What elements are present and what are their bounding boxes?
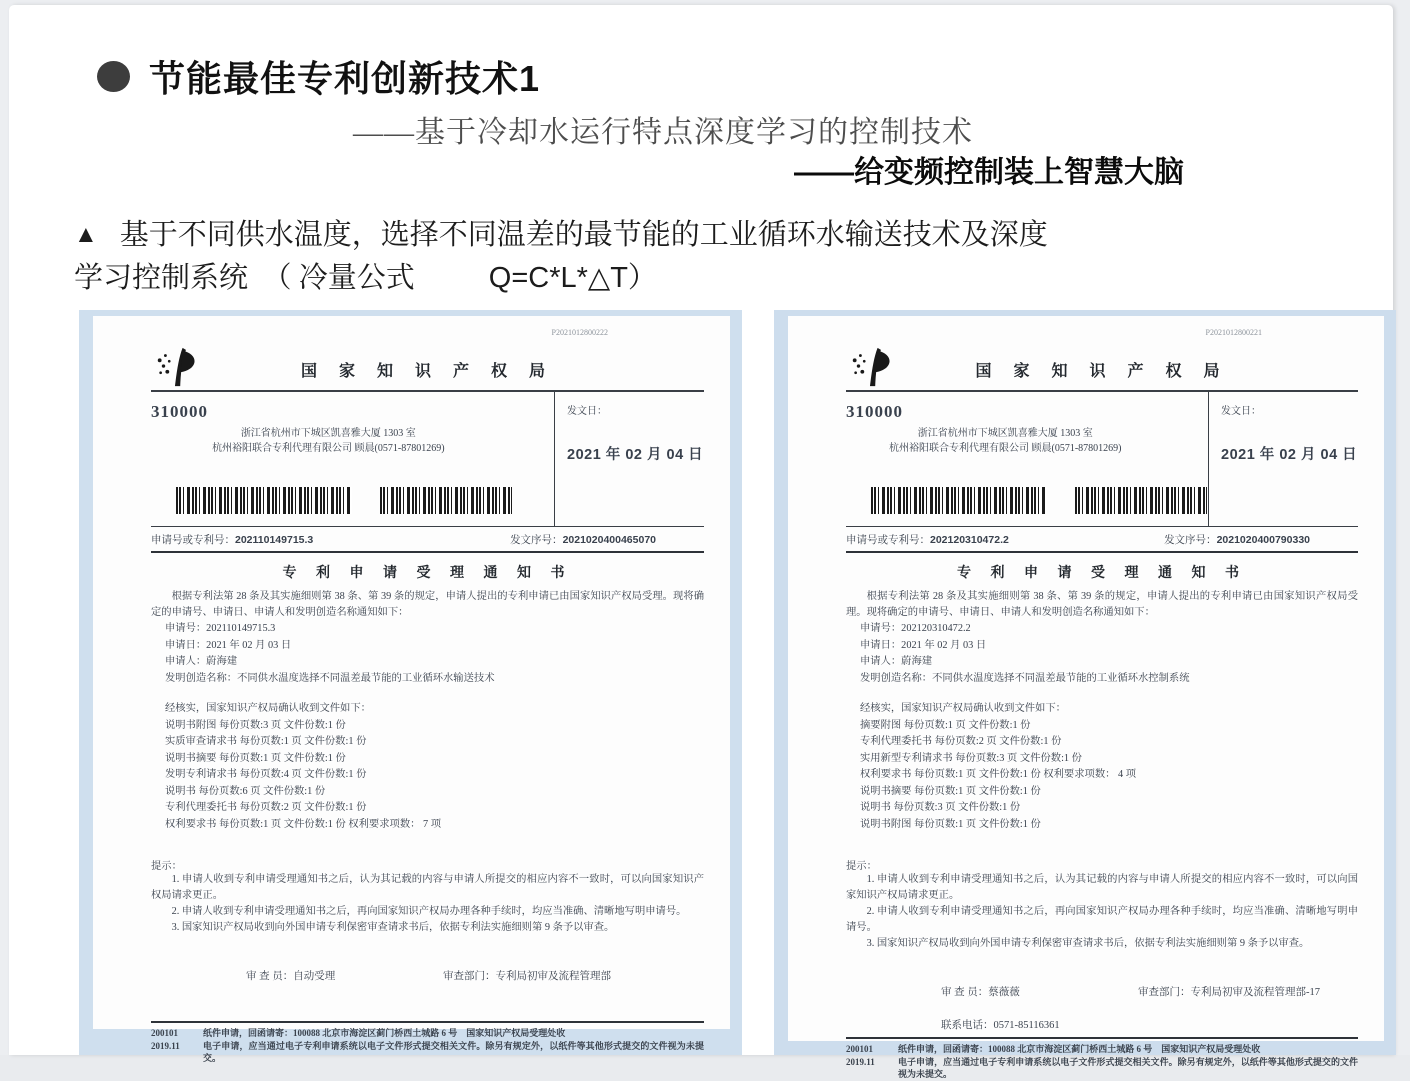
description-line1 — [74, 215, 1344, 258]
field-invention: 发明创造名称：不同供水温度选择不同温差最节能的工业循环水输送技术 — [165, 672, 495, 684]
barcode — [871, 487, 1047, 514]
field-date: 申请日：2021 年 02 月 03 日 — [860, 639, 987, 651]
serial-number: 发文序号：2021020400790330 — [1164, 533, 1310, 546]
tips-title: 提示： — [846, 861, 877, 872]
contact-phone — [246, 1001, 704, 1015]
field-applicant: 申请人：蔚海建 — [165, 656, 238, 667]
header-table — [151, 390, 704, 527]
subtitle-line1: ——基于冷却水运行特点深度学习的控制技术 — [353, 116, 973, 149]
notice-title: 专 利 申 请 受 理 通 知 书 — [957, 566, 1247, 581]
issue-date-cell — [554, 392, 704, 526]
department: 审查部门：专利局初审及流程管理部 — [443, 971, 611, 982]
addressee-cell — [151, 392, 554, 526]
file-line: 专利代理委托书 每份页数:2 页 文件份数:1 份 — [860, 736, 1062, 747]
tip-line: 3. 国家知识产权局收到向外国申请专利保密审查请求书后，依据专利法实施细则第 9 条予以审查。 — [866, 938, 1310, 949]
footer-text: 纸件申请，回函请寄：100088 北京市海淀区蓟门桥西土城路 6 号 国家知识产权局受理处收 电子申请，应当通过电子专利申请系统以电子文件形式提交相关文件。除另有规定外，以纸件等其他形式提交的文件视为未提交。 — [203, 1028, 704, 1063]
description-text2: 学习控制系统 （ 冷量公式 — [74, 262, 415, 294]
addressee-cell — [846, 392, 1208, 526]
file-line: 实用新型专利请求书 每份页数:3 页 文件份数:1 份 — [860, 752, 1082, 764]
file-line: 权利要求书 每份页数:1 页 文件份数:1 份 权利要求项数： 4 项 — [860, 769, 1137, 780]
issue-date-cell — [1208, 392, 1358, 526]
serial-number: 发文序号：2021020400465070 — [510, 533, 656, 546]
address-line1: 浙江省杭州市下城区凯喜雅大厦 1303 室 — [240, 428, 416, 439]
file-line: 实质审查请求书 每份页数:1 页 文件份数:1 份 — [165, 736, 367, 747]
issue-date-label: 发文日： — [567, 406, 607, 417]
barcodes — [176, 487, 554, 514]
issue-date-value: 2021 年 02 月 04 日 — [1221, 447, 1358, 463]
issue-date-label: 发文日： — [1221, 406, 1261, 417]
field-applicant: 申请人：蔚海建 — [860, 656, 933, 667]
description-text1: 基于不同供水温度，选择不同温差的最节能的工业循环水输送技术及深度 — [119, 219, 1048, 251]
file-line: 摘要附图 每份页数:1 页 文件份数:1 份 — [860, 719, 1031, 731]
office-name: 国 家 知 识 产 权 局 — [300, 363, 554, 380]
signature-row — [846, 984, 1358, 1001]
file-line: 说明书摘要 每份页数:1 页 文件份数:1 份 — [165, 752, 346, 764]
slide — [9, 5, 1393, 1079]
file-line: 说明书摘要 每份页数:1 页 文件份数:1 份 — [860, 785, 1041, 797]
footer-text: 纸件申请，回函请寄：100088 北京市海淀区蓟门桥西土城路 6 号 国家知识产权局受理处收 电子申请，应当通过电子专利申请系统以电子文件形式提交相关文件。除另有规定外，以纸件等其他形式提交的文件视为未提交。 — [898, 1044, 1358, 1079]
tip-line: 3. 国家知识产权局收到向外国申请专利保密审查请求书后，依据专利法实施细则第 9 条予以审查。 — [171, 922, 615, 933]
confirm-line: 经核实，国家知识产权局确认收到文件如下： — [165, 703, 371, 714]
address-line2: 杭州裕阳联合专利代理有限公司 顾晨(0571-87801269) — [889, 443, 1122, 454]
patent-notice-right-page — [788, 316, 1384, 1079]
tip-line: 1. 申请人收到专利申请受理通知书之后，认为其记载的内容与申请人所提交的相应内容不一致时，可以向国家知识产权局请求更正。 — [846, 874, 1358, 901]
patent-notice-right — [774, 310, 1396, 1079]
examiner: 审 查 员：蔡薇薇 — [941, 987, 1020, 998]
footer-codes: 200101 2019.11 — [151, 1028, 180, 1051]
patent-notice-left-page — [93, 316, 730, 1063]
patent-notice-left — [79, 310, 742, 1063]
header-table — [846, 390, 1358, 527]
subtitle-line2: ——给变频控制装上智慧大脑 — [794, 156, 1184, 189]
file-line: 专利代理委托书 每份页数:2 页 文件份数:1 份 — [165, 802, 367, 813]
field-appno: 申请号：202110149715.3 — [165, 623, 276, 634]
contact-phone: 联系电话：0571-85116361 — [941, 1020, 1060, 1031]
ref-code: P2021012800221 — [1205, 328, 1262, 337]
address-line2: 杭州裕阳联合专利代理有限公司 顾晨(0571-87801269) — [212, 443, 445, 454]
office-name: 国 家 知 识 产 权 局 — [975, 363, 1229, 380]
doc-header — [846, 346, 1358, 390]
application-number: 申请号或专利号：202110149715.3 — [151, 533, 314, 546]
application-number-row — [846, 527, 1358, 553]
file-line: 说明书 每份页数:3 页 文件份数:1 份 — [860, 802, 1021, 813]
doc-footer — [151, 1021, 704, 1065]
application-number-row — [151, 527, 704, 553]
barcode — [176, 487, 352, 514]
barcode — [380, 487, 512, 514]
department: 审查部门：专利局初审及流程管理部-17 — [1138, 987, 1320, 998]
tip-line: 1. 申请人收到专利申请受理通知书之后，认为其记载的内容与申请人所提交的相应内容不一致时，可以向国家知识产权局请求更正。 — [151, 874, 704, 901]
tips-title: 提示： — [151, 861, 182, 872]
cnipa-logo-icon — [848, 346, 890, 388]
description-line2 — [74, 258, 1344, 299]
postcode: 310000 — [151, 402, 208, 421]
address-line1: 浙江省杭州市下城区凯喜雅大厦 1303 室 — [917, 428, 1093, 439]
issue-date-value: 2021 年 02 月 04 日 — [567, 447, 704, 463]
file-line: 说明书附图 每份页数:3 页 文件份数:1 份 — [165, 719, 346, 731]
notice-intro: 根据专利法第 28 条及其实施细则第 38 条、第 39 条的规定，申请人提出的专利申请已由国家知识产权局受理。现将确定的申请号、申请日、申请人和发明创造名称通知如下： — [151, 591, 704, 618]
file-line: 说明书附图 每份页数:1 页 文件份数:1 份 — [860, 818, 1041, 830]
examiner: 审 查 员：自动受理 — [246, 971, 336, 982]
field-date: 申请日：2021 年 02 月 03 日 — [165, 639, 292, 651]
postcode: 310000 — [846, 402, 903, 421]
file-line: 说明书 每份页数:6 页 文件份数:1 份 — [165, 785, 326, 797]
signature-row — [151, 968, 704, 985]
field-appno: 申请号：202120310472.2 — [860, 623, 971, 634]
ref-code: P2021012800222 — [551, 328, 608, 337]
tip-line: 2. 申请人收到专利申请受理通知书之后，再向国家知识产权局办理各种手续时，均应当准确、清晰地写明申请号。 — [171, 906, 687, 917]
description-block — [74, 215, 1344, 299]
application-number: 申请号或专利号：202120310472.2 — [846, 533, 1009, 546]
page-title: 节能最佳专利创新技术1 — [149, 58, 541, 99]
triangle-bullet-icon: ▲ — [74, 222, 98, 248]
cooling-formula: Q=C*L*△T） — [488, 262, 657, 294]
file-line: 发明专利请求书 每份页数:4 页 文件份数:1 份 — [165, 769, 367, 780]
confirm-line: 经核实，国家知识产权局确认收到文件如下： — [860, 703, 1066, 714]
tip-line: 2. 申请人收到专利申请受理通知书之后，再向国家知识产权局办理各种手续时，均应当准确、清晰地写明申请号。 — [846, 906, 1358, 933]
doc-footer — [846, 1037, 1358, 1081]
footer-codes: 200101 2019.11 — [846, 1044, 875, 1067]
barcodes — [871, 487, 1208, 514]
bullet-dot-icon — [97, 61, 130, 92]
notice-intro: 根据专利法第 28 条及其实施细则第 38 条、第 39 条的规定，申请人提出的专利申请已由国家知识产权局受理。现将确定的申请号、申请日、申请人和发明创造名称通知如下： — [846, 591, 1358, 618]
notice-title: 专 利 申 请 受 理 通 知 书 — [282, 566, 573, 581]
field-invention: 发明创造名称：不同供水温度选择不同温差最节能的工业循环水控制系统 — [860, 672, 1190, 684]
doc-header — [151, 346, 704, 390]
file-line: 权利要求书 每份页数:1 页 文件份数:1 份 权利要求项数： 7 项 — [165, 818, 442, 830]
barcode — [1075, 487, 1207, 514]
cnipa-logo-icon — [153, 346, 195, 388]
